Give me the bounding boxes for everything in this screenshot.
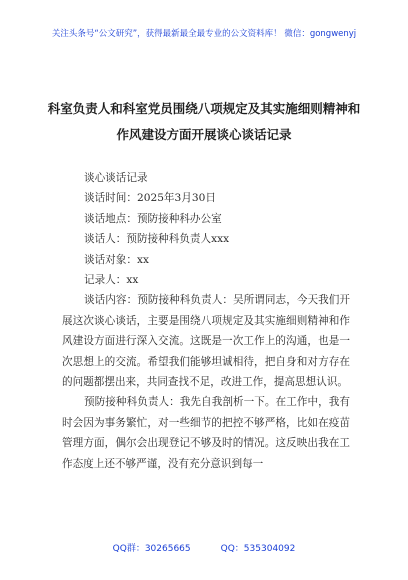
talk-speaker: 谈话人：预防接种科负责人xxx (84, 233, 230, 246)
record-heading: 谈心谈话记录 (84, 172, 148, 184)
document-body (62, 168, 350, 474)
self-review-paragraph: 预防接种科负责人：我先自我剖析一下。在工作中，我有时会因为事务繁忙，对一些细节的把控不够严格，比如在疫苗管理方面，偶尔会出现登记不够及时的情况。这反映出我在工作态度上还不够严谨，没有充分意识到每一 (62, 396, 350, 470)
document-title-line-1: 科室负责人和科室党员围绕八项规定及其实施细则精神和 (47, 101, 361, 116)
footer-qq-group: QQ群：30265665 (112, 544, 191, 554)
footer-qq: QQ：535304092 (220, 544, 296, 554)
talk-target: 谈话对象：xx (84, 253, 149, 266)
recorder: 记录人：xx (84, 274, 139, 287)
talk-time: 谈话时间：2025年3月30日 (84, 192, 216, 205)
document-title-line-2: 作风建设方面开展谈心谈话记录 (116, 127, 292, 142)
header-banner: 关注头条号“公文研究”，获得最新最全最专业的公文资料库！ 微信：gongwenyj (51, 29, 357, 39)
footer-contact (0, 541, 408, 554)
talk-location: 谈话地点：预防接种科办公室 (84, 212, 222, 225)
talk-content-paragraph: 谈话内容：预防接种科负责人：吴所谓同志，今天我们开展这次谈心谈话，主要是围绕八项规定及其实施细则精神和作风建设方面进行深入交流。这既是一次工作上的沟通，也是一次思想上的交流。希望我们能够坦诚相待，把自身和对方存在的问题都摆出来，共同查找不足，改进工作，提高思想认识。 (62, 294, 350, 389)
